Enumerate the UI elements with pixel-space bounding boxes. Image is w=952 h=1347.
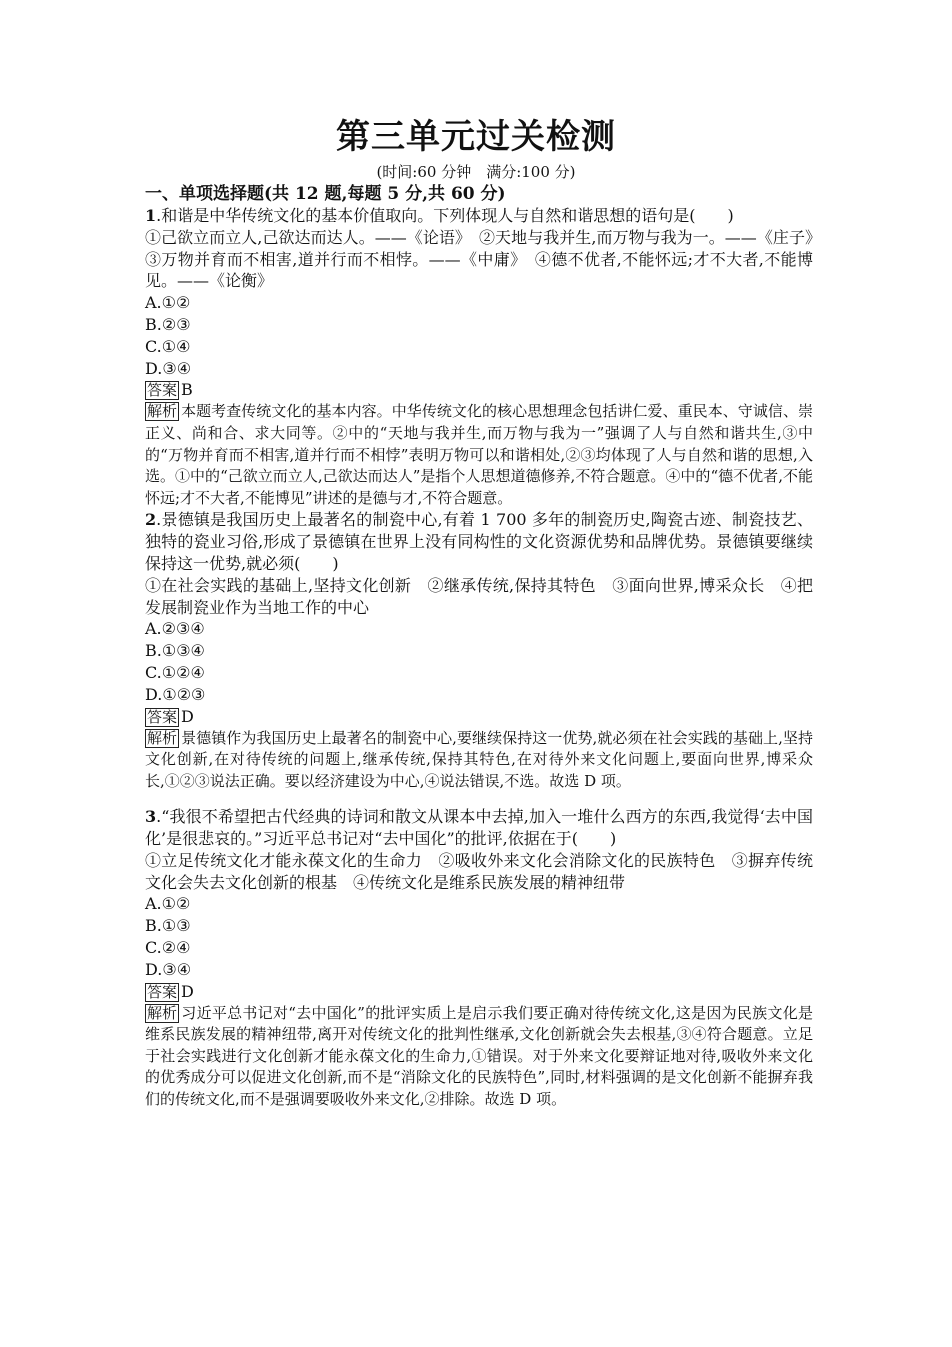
analysis-text: 本题考查传统文化的基本内容。中华传统文化的核心思想理念包括讲仁爱、重民本、守诚信、崇正义、尚和合、求大同等。②中的“天地与我并生,而万物与我为一”强调了人与自然和谐共生,③中的“万物并育而不相害,道并行而不相悖”表明万物可以和谐相处,②③均体现了人与自然和谐的思想,入选。①中的“己欲立而立人,己欲达而达人”是指个人思想道德修养,不符合题意。④中的“德不优者,不能怀远;才不大者,不能博见”讲述的是德与才,不符合题意。 (145, 402, 813, 507)
analysis-paragraph (145, 728, 813, 793)
question-stem (145, 205, 813, 227)
option-b: B.①③ (145, 916, 191, 936)
question-number: 3 (145, 807, 157, 827)
option-c: C.②④ (145, 938, 191, 958)
question-statements: ①立足传统文化才能永葆文化的生命力 ②吸收外来文化会消除文化的民族特色 ③摒弃传统文化会失去文化创新的根基 ④传统文化是维系民族发展的精神纽带 (145, 850, 813, 892)
answer-tag: 答案 (147, 381, 178, 400)
analysis-paragraph (145, 401, 813, 509)
answer-tag: 答案 (147, 707, 178, 726)
page-title: 第三单元过关检测 (336, 117, 616, 157)
answer-value: D (181, 706, 194, 726)
section-heading: 一、单项选择题(共 12 题,每题 5 分,共 60 分) (145, 184, 506, 204)
page-subtitle: (时间:60 分钟 满分:100 分) (376, 163, 576, 181)
analysis-text: 景德镇作为我国历史上最著名的制瓷中心,要继续保持这一优势,就必须在社会实践的基础上,坚持文化创新,在对待传统的问题上,继承传统,保持其特色,在对待外来文化问题上,要面向世界,博采众长,①②③说法正确。要以经济建设为中心,④说法错误,不选。故选 D 项。 (145, 728, 813, 790)
analysis-tag: 解析 (147, 1003, 178, 1022)
document-body (145, 183, 830, 1111)
option-b: B.②③ (145, 314, 191, 334)
question-2 (145, 509, 813, 792)
question-statements: ①在社会实践的基础上,坚持文化创新 ②继承传统,保持其特色 ③面向世界,博采众长 ④把发展制瓷业作为当地工作的中心 (145, 575, 813, 617)
spacer (145, 792, 813, 806)
option-c: C.①④ (145, 336, 191, 356)
answer-line (145, 706, 813, 728)
question-number: 1 (145, 206, 157, 225)
option-a: A.②③④ (145, 619, 205, 639)
question-stem (145, 509, 813, 574)
question-3 (145, 806, 813, 1110)
option-a: A.①② (145, 293, 191, 313)
answer-line (145, 379, 813, 401)
question-text: .景德镇是我国历史上最著名的制瓷中心,有着 1 700 多年的制瓷历史,陶瓷古迹、制瓷技艺、独特的瓷业习俗,形成了景德镇在世界上没有同构性的文化资源优势和品牌优势。景德镇要继续保持这一优势,就必须( ) (145, 510, 813, 573)
analysis-tag: 解析 (147, 402, 178, 421)
option-d: D.①②③ (145, 684, 206, 704)
answer-value: D (181, 981, 194, 1001)
question-statements: ①己欲立而立人,己欲达而达人。——《论语》 ②天地与我并生,而万物与我为一。——《庄子》 ③万物并育而不相害,道并行而不相悖。——《中庸》 ④德不优者,不能怀远;才不大者,不能博见。——《论衡》 (145, 227, 830, 291)
answer-value: B (181, 380, 193, 400)
option-c: C.①②④ (145, 662, 205, 682)
question-text: .“我很不希望把古代经典的诗词和散文从课本中去掉,加入一堆什么西方的东西,我觉得‘去中国化’是很悲哀的。”习近平总书记对“去中国化”的批评,依据在于( ) (145, 807, 813, 849)
question-number: 2 (145, 510, 157, 530)
option-d: D.③④ (145, 358, 192, 378)
option-a: A.①② (145, 894, 191, 914)
answer-tag: 答案 (147, 982, 178, 1001)
question-text: .和谐是中华传统文化的基本价值取向。下列体现人与自然和谐思想的语句是( ) (156, 206, 734, 225)
option-d: D.③④ (145, 959, 192, 979)
question-stem (145, 806, 813, 850)
analysis-text: 习近平总书记对“去中国化”的批评实质上是启示我们要正确对待传统文化,这是因为民族文化是维系民族发展的精神纽带,离开对传统文化的批判性继承,文化创新就会失去根基,③④符合题意。立足于社会实践进行文化创新才能永葆文化的生命力,①错误。对于外来文化要辩证地对待,吸收外来文化的优秀成分可以促进文化创新,而不是“消除文化的民族特色”,同时,材料强调的是文化创新不能摒弃我们的传统文化,而不是强调要吸收外来文化,②排除。故选 D 项。 (145, 1003, 813, 1109)
answer-line (145, 981, 813, 1003)
analysis-paragraph (145, 1003, 813, 1111)
analysis-tag: 解析 (147, 728, 178, 747)
option-b: B.①③④ (145, 641, 205, 661)
question-1 (145, 205, 830, 509)
